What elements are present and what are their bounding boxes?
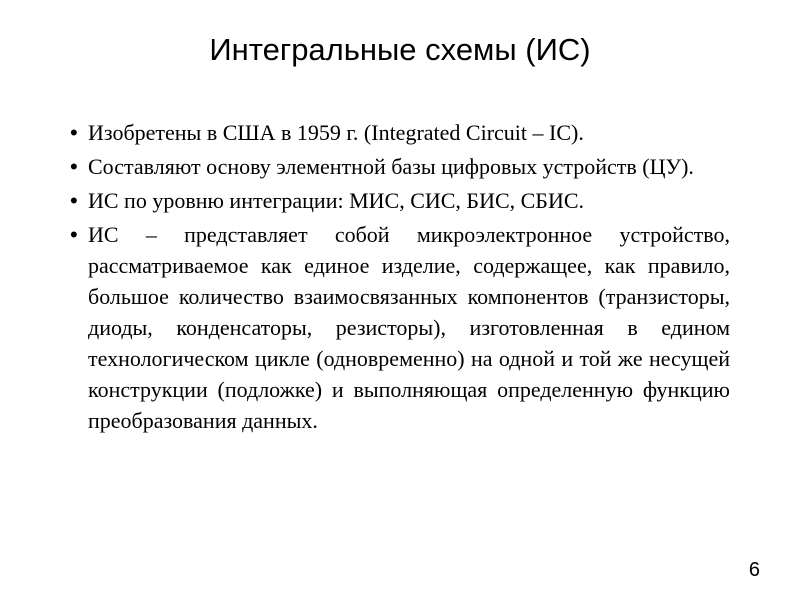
page-number: 6 <box>748 559 760 581</box>
slide-title: Интегральные схемы (ИС) <box>209 32 591 67</box>
bullet-text: ИС – представляет собой микроэлектронное устройство, рассматриваемое как единое изделие, содержащее, как правило, большое количество взаимосвязанных компонентов (транзисторы, диоды, конденсаторы, резисторы), изготовленная в едином технологическом цикле (одновременно) на одной и той же несущей конструкции (подложке) и выполняющая определенную функцию преобразования данных. <box>88 222 730 433</box>
bullet-text: ИС по уровню интеграции: МИС, СИС, БИС, СБИС. <box>88 188 584 213</box>
bullet-icon: • <box>70 154 78 179</box>
bullet-item <box>70 151 730 182</box>
bullet-text: Составляют основу элементной базы цифровых устройств (ЦУ). <box>88 154 694 179</box>
bullet-item <box>70 117 730 148</box>
bullet-icon: • <box>70 222 78 247</box>
bullet-item <box>70 219 730 436</box>
bullet-icon: • <box>70 188 78 213</box>
bullet-icon: • <box>70 120 78 145</box>
bullet-item <box>70 185 730 216</box>
bullet-text: Изобретены в США в 1959 г. (Integrated Circuit – IC). <box>88 120 584 145</box>
bullet-list <box>70 117 730 439</box>
